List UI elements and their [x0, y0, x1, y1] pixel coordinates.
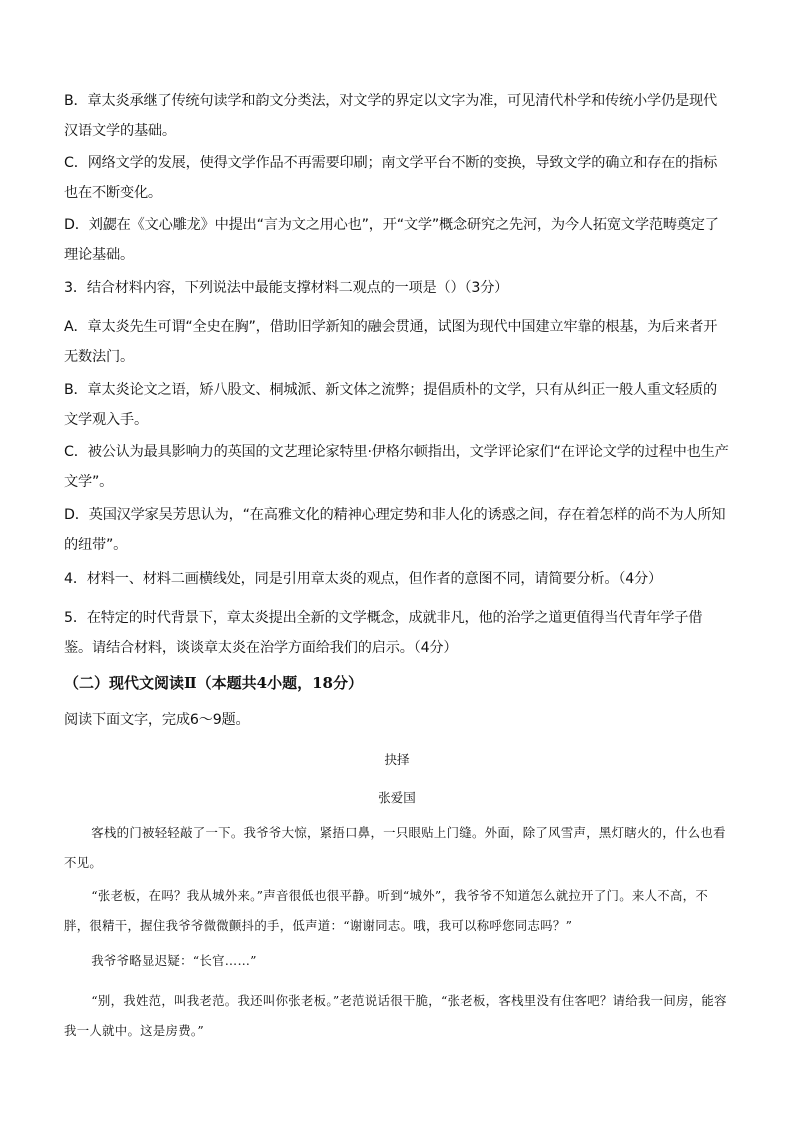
q3-option-b: B．章太炎论文之语，矫八股文、桐城派、新文体之流弊；提倡质朴的文学，只有从纠正一般人重文轻质的文学观入手。: [64, 382, 717, 428]
story-paragraph-2: “张老板，在吗？我从城外来。”声音很低也很平静。听到“城外”，我爷爷不知道怎么就拉开了门。来人不高，不胖，很精干，握住我爷爷微微颤抖的手，低声道：“谢谢同志。哦，我可以称呼您同志吗？”: [64, 888, 709, 933]
section-instruction: 阅读下面文字，完成6～9题。: [64, 712, 250, 728]
story-title: 抉择: [384, 752, 410, 767]
question-4: 4．材料一、材料二画横线处，同是引用章太炎的观点，但作者的意图不同，请简要分析。（4分）: [64, 571, 663, 587]
q3-option-d: D．英国汉学家吴芳思认为，“在高雅文化的精神心理定势和非人化的诱惑之间，存在着怎样的尚不为人所知的纽带”。: [64, 507, 726, 553]
story-paragraph-3: 我爷爷略显迟疑：“长官……”: [91, 953, 257, 968]
story-paragraph-4: “别，我姓范，叫我老范。我还叫你张老板。”老范说话很干脆，“张老板，客栈里没有住客吧？请给我一间房，能容我一人就中。这是房费。”: [64, 993, 727, 1038]
story-author: 张爱国: [378, 790, 416, 805]
q3-option-c: C．被公认为最具影响力的英国的文艺理论家特里·伊格尔顿指出，文学评论家们“在评论文学的过程中也生产文学”。: [64, 444, 729, 490]
question-3-stem: 3．结合材料内容，下列说法中最能支撑材料二观点的一项是（）（3分）: [64, 280, 509, 296]
section-heading: （二）现代文阅读Ⅱ（本题共4小题，18分）: [64, 674, 363, 692]
q3-option-a: A．章太炎先生可谓“全史在胸”，借助旧学新知的融会贯通，试图为现代中国建立牢靠的根基，为后来者开无数法门。: [64, 319, 718, 365]
question-5: 5．在特定的时代背景下，章太炎提出全新的文学概念，成就非凡，他的治学之道更值得当代青年学子借鉴。请结合材料，谈谈章太炎在治学方面给我们的启示。（4分）: [64, 610, 703, 656]
story-paragraph-1: 客栈的门被轻轻敲了一下。我爷爷大惊，紧捂口鼻，一只眼贴上门缝。外面，除了风雪声，黑灯瞎火的，什么也看不见。: [64, 825, 726, 870]
q2-option-d: D．刘勰在《文心雕龙》中提出“言为文之用心也”，开“文学”概念研究之先河，为今人拓宽文学范畴奠定了理论基础。: [64, 217, 719, 263]
q2-option-c: C．网络文学的发展，使得文学作品不再需要印刷；南文学平台不断的变换，导致文学的确立和存在的指标也在不断变化。: [64, 155, 718, 201]
q2-option-b: B．章太炎承继了传统句读学和韵文分类法，对文学的界定以文字为准，可见清代朴学和传统小学仍是现代汉语文学的基础。: [64, 93, 717, 139]
